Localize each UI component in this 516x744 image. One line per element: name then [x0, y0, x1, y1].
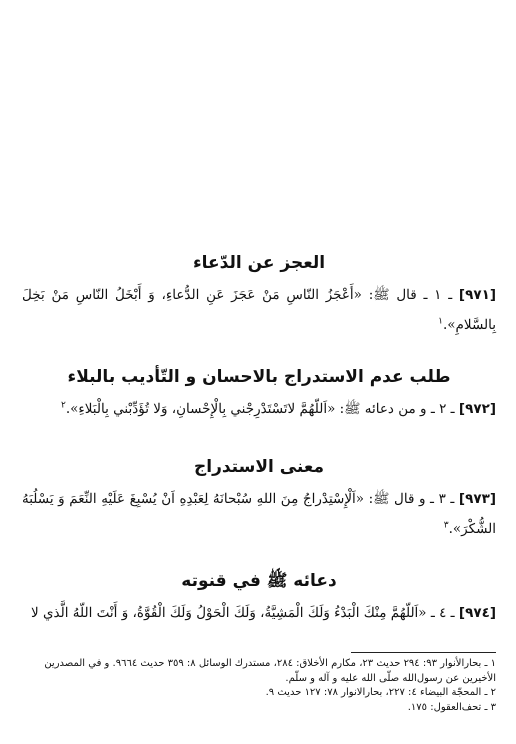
- section-973: [22, 456, 496, 544]
- hadith-text: [22, 484, 496, 544]
- section-heading: معنى الاستدراج: [193, 457, 324, 477]
- hadith-number: [٩٧٤]: [458, 605, 496, 621]
- hadith-text: [22, 394, 496, 424]
- section-heading: العجز عن الدّعاء: [192, 253, 326, 273]
- footnote-ref: ١: [438, 316, 443, 327]
- footnote-item: ٢ ـ المحجّة البيضاء ٤: ٢٢٧، بحارالانوار ٧٨: ١٢٧ حديث ٩.: [265, 687, 496, 698]
- footnote-item: ١ ـ بحارالأنوار ٩٣: ٢٩٤ حديث ٢٣، مكارم الأخلاق: ٢٨٤، مستدرك الوسائل ٨: ٣٥٩ حديث ٩٦٦٤. و في المصدرين الأخيرين عن رسول‌الله صلّى الله عليه و آله و سلّم.: [44, 658, 496, 684]
- hadith-text: [22, 280, 496, 340]
- footnote-ref: ٢: [60, 400, 66, 411]
- footnote-divider: [351, 652, 496, 653]
- footnote-ref: ٣: [443, 520, 449, 531]
- hadith-body: ـ ١ ـ قال ﷺ: «أَعْجَزُ النّاسِ مَنْ عَجَزَ عَنِ الدُّعاءِ، وَ أَبْخَلُ النّاسِ مَنْ بَخِلَ بِالسَّلامِ».: [22, 287, 496, 333]
- section-972: [22, 366, 496, 424]
- hadith-body: ـ ٢ ـ و من دعائه ﷺ: «اَللّهُمَّ لاتَسْتَدْرِجْني بِالْإِحْسانِ، وَلا تُؤَدِّبْني بِالْبَلاءِ».: [65, 401, 459, 417]
- hadith-body: ـ ٣ ـ و قال ﷺ: «اَلْإِسْتِدْراجُ مِنَ اللهِ سُبْحانَهُ لِعَبْدِهِ اَنْ يُسْبِغَ عَلَيْهِ النِّعَمَ وَ يَسْلُبَهُ الشُّكْرَ».: [22, 491, 496, 537]
- section-974: [22, 570, 496, 628]
- hadith-text: [22, 598, 496, 628]
- hadith-number: [٩٧٣]: [458, 491, 496, 507]
- hadith-body: ـ ٤ ـ «اَللّهُمَّ مِنْكَ الْبَدْءُ وَلَكَ الْمَشِيَّةُ، وَلَكَ الْحَوْلُ وَلَكَ الْقُوَّةُ، وَ أَنْتَ اللّهُ الَّذي لا: [30, 605, 459, 621]
- hadith-number: [٩٧٢]: [458, 401, 496, 417]
- section-971: [22, 252, 496, 340]
- hadith-number: [٩٧١]: [458, 287, 496, 303]
- footnote-item: ٣ ـ تحف‌العقول: ١٧٥.: [407, 701, 496, 713]
- section-heading: طلب عدم الاستدراج بالاحسان و التّأديب بالبلاء: [67, 367, 451, 387]
- footnotes: [20, 657, 496, 715]
- section-heading: دعائه ﷺ في قنوته: [181, 571, 337, 591]
